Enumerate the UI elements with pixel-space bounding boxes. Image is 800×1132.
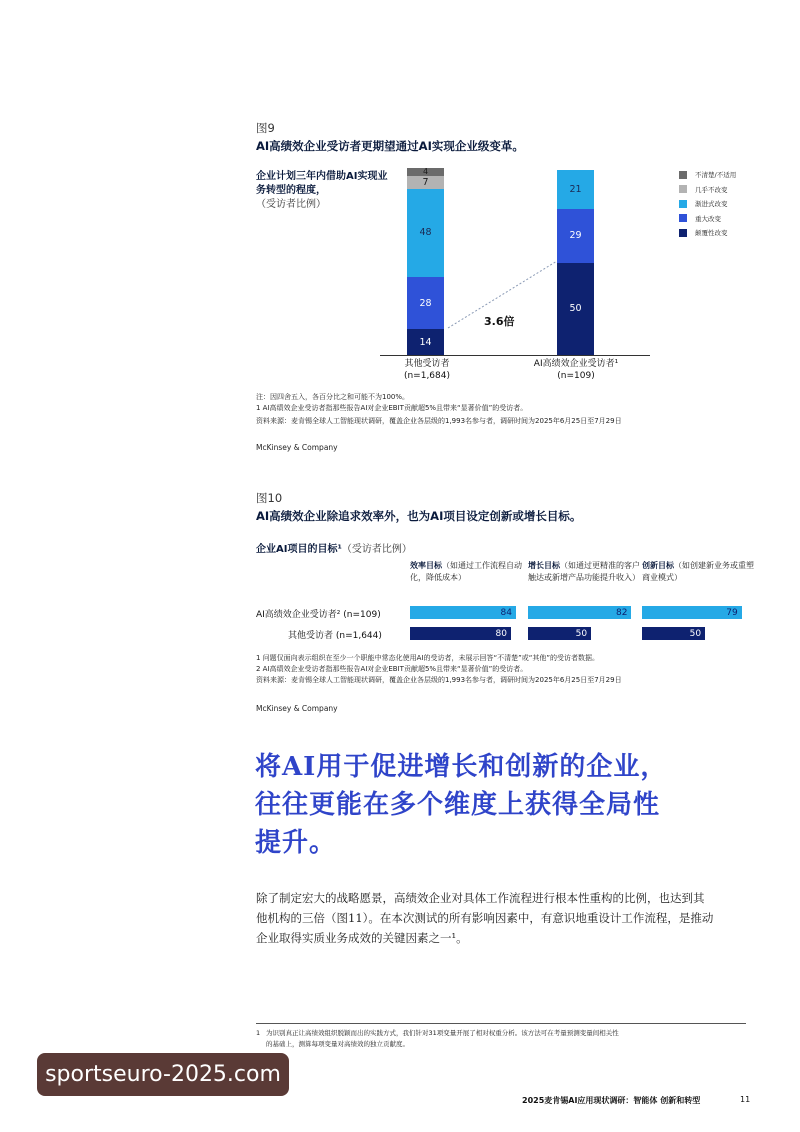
category-name-high: AI高绩效企业受访者¹: [533, 359, 619, 369]
pull-quote-line-2: 往往更能在多个维度上获得全局性: [255, 790, 661, 820]
figure-9-footnote-1: 1 AI高绩效企业受访者指那些报告AI对企业EBIT贡献超5%且带来“显著价值”的受访者。: [256, 404, 528, 412]
figure-9-source: 资料来源：麦肯锡全球人工智能现状调研，覆盖企业各层级的1,993名参与者，调研时间为2025年6月25日至7月29日: [256, 417, 622, 425]
legend-item: [679, 228, 728, 237]
chart-title-bold: 企业AI项目的目标¹: [256, 544, 342, 555]
panel-header-note: （如通过更精准的客户触达或新增产品功能提升收入）: [528, 561, 640, 582]
figure-9-title: AI高绩效企业受访者更期望通过AI实现企业级变革。: [256, 139, 524, 153]
page-footnote: [256, 1028, 751, 1050]
figure-9-notes: [256, 392, 756, 427]
pull-quote-line-1: 将AI用于促进增长和创新的企业，: [255, 752, 668, 782]
hbar-value-label: 80: [495, 628, 507, 639]
hbar-1-0: [528, 606, 631, 619]
legend-label: 不清楚/不适用: [695, 171, 737, 179]
legend-item: [679, 199, 728, 208]
figure-10-title: AI高绩效企业除追求效率外，也为AI项目设定创新或增长目标。: [256, 509, 582, 523]
figure-10-footnote-1: 1 问题仅面向表示组织在至少一个职能中常态化使用AI的受访者，未展示回答“不清楚”或“其他”的受访者数据。: [256, 654, 600, 662]
legend-label: 重大改变: [695, 214, 721, 223]
legend-item: [679, 214, 721, 223]
hbar-2-1: [642, 627, 705, 640]
bar-segment-0-0: [407, 329, 444, 355]
multiplier-annotation: 3.6倍: [484, 315, 515, 328]
legend-swatch: [679, 171, 687, 179]
footnote-line-2: 的基础上，测算每项变量对高绩效的独立贡献度。: [266, 1040, 409, 1048]
legend-label: 渐进式改变: [695, 200, 728, 208]
legend-swatch: [679, 214, 687, 222]
stacked-bar-other: [407, 167, 444, 355]
hbar-2-0: [642, 606, 742, 619]
category-name-other: 其他受访者: [404, 359, 450, 369]
footnote-number: 1: [256, 1029, 261, 1037]
hbar-value-label: 82: [616, 607, 628, 618]
bar-segment-1-2: [557, 170, 594, 209]
bar-segment-1-1: [557, 209, 594, 263]
bar-value-label: 28: [419, 297, 432, 309]
figure-10-chart-title: [256, 540, 412, 555]
footnote-line-1: 为识别真正让高绩效组织脱颖而出的实践方式，我们针对31项变量开展了相对权重分析。该方法可在考量预测变量间相关性: [266, 1029, 619, 1037]
figure-9-note: 注：因四舍五入，各百分比之和可能不为100%。: [256, 393, 410, 401]
body-paragraph: [256, 888, 766, 948]
bar-value-label: 7: [422, 176, 429, 188]
pull-quote: [255, 748, 775, 862]
figure-9-subtitle: [256, 170, 396, 212]
figure-10-notes: [256, 653, 756, 686]
row-label-other: 其他受访者 (n=1,644): [288, 631, 382, 641]
hbar-value-label: 79: [726, 607, 738, 618]
figure-9-legend: [679, 170, 789, 242]
bar-segment-0-3: [407, 176, 444, 189]
watermark-banner[interactable]: sportseuro-2025.com: [37, 1053, 289, 1096]
mckinsey-brand-2: McKinsey & Company: [256, 704, 338, 713]
category-label-other: [382, 358, 472, 382]
bar-segment-0-1: [407, 277, 444, 329]
figure-9-subtitle-note: （受访者比例）: [256, 199, 326, 210]
category-count-high: (n=109): [557, 371, 595, 381]
body-line-2: 他机构的三倍（图11）。在本次测试的所有影响因素中，有意识地重设计工作流程，是推动: [256, 911, 714, 925]
bar-value-label: 4: [422, 167, 429, 177]
legend-swatch: [679, 200, 687, 208]
figure-10-label: 图10: [256, 491, 283, 505]
hbar-0-1: [410, 627, 511, 640]
figure-10-footnote-2: 2 AI高绩效企业受访者指那些报告AI对企业EBIT贡献超5%且带来“显著价值”的受访者。: [256, 665, 528, 673]
bar-value-label: 29: [569, 230, 582, 242]
bar-value-label: 48: [419, 227, 432, 239]
hbar-value-label: 50: [689, 628, 702, 639]
hbar-value-label: 84: [500, 607, 512, 618]
footer-title: 2025麦肯锡AI应用现状调研：智能体 创新和转型: [522, 1096, 701, 1105]
panel-header-bold: 效率目标: [410, 561, 442, 570]
figure-9-chart: [380, 160, 670, 390]
bar-segment-0-2: [407, 189, 444, 278]
body-line-1: 除了制定宏大的战略愿景，高绩效企业对具体工作流程进行根本性重构的比例，也达到其: [256, 891, 705, 905]
hbar-0-0: [410, 606, 516, 619]
panel-header-note: （如通过工作流程自动化，降低成本）: [410, 561, 522, 582]
bar-segment-1-0: [557, 263, 594, 356]
figure-9-label: 图9: [256, 121, 275, 135]
hbar-value-label: 50: [575, 628, 588, 639]
category-count-other: (n=1,684): [403, 371, 451, 381]
bar-value-label: 50: [569, 303, 582, 315]
stacked-bar-high-performers: [557, 170, 594, 355]
bar-segment-0-4: [407, 168, 444, 175]
mckinsey-brand: McKinsey & Company: [256, 443, 338, 452]
panel-header-bold: 增长目标: [528, 561, 560, 570]
chart-title-note: （受访者比例）: [341, 544, 412, 555]
footnote-divider: [256, 1023, 746, 1024]
legend-label: 颠覆性改变: [695, 229, 728, 237]
bar-value-label: 21: [569, 183, 582, 195]
pull-quote-line-3: 提升。: [255, 828, 337, 858]
legend-swatch: [679, 229, 687, 237]
figure-10-chart: [256, 560, 756, 645]
legend-label: 几乎不改变: [695, 185, 728, 194]
figure-9-subtitle-bold: 企业计划三年内借助AI实现业务转型的程度，: [256, 171, 388, 196]
panel-header-bold: 创新目标: [642, 561, 674, 570]
body-line-3: 企业取得实质业务成效的关键因素之一¹。: [256, 931, 468, 945]
page-number: 11: [740, 1095, 751, 1104]
panel-header: [410, 560, 524, 584]
panel-header-note: （如创建新业务或重塑商业模式）: [642, 561, 754, 582]
bar-value-label: 14: [419, 336, 432, 348]
panel-header: [642, 560, 756, 584]
legend-item: [679, 185, 728, 194]
hbar-1-1: [528, 627, 591, 640]
panel-header: [528, 560, 642, 584]
category-label-high: [520, 358, 632, 382]
figure-10-source: 资料来源：麦肯锡全球人工智能现状调研，覆盖企业各层级的1,993名参与者，调研时间为2025年6月25日至7月29日: [256, 676, 622, 684]
legend-item: [679, 170, 736, 179]
row-label-high: AI高绩效企业受访者² (n=109): [256, 610, 381, 620]
legend-swatch: [679, 185, 687, 193]
